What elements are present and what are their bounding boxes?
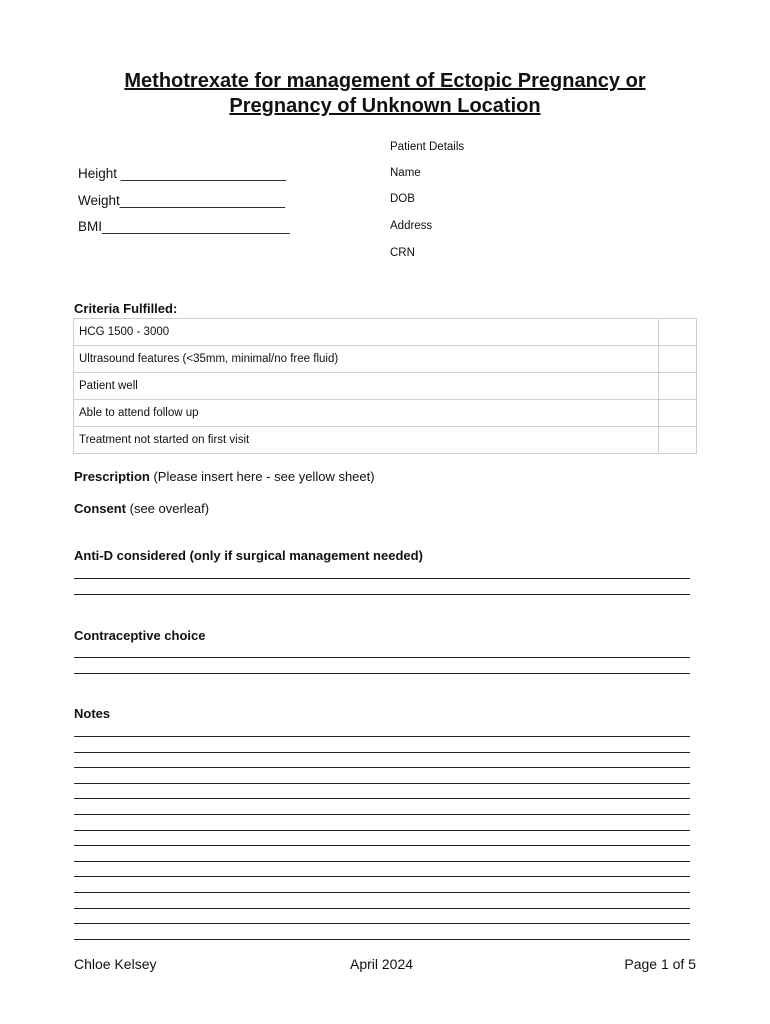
title-line-1: Methotrexate for management of Ectopic Pregnancy or [124,70,646,92]
criteria-table [73,318,697,454]
title-line-2: Pregnancy of Unknown Location [229,95,541,117]
criteria-item: Patient well [74,373,659,400]
criteria-checkbox[interactable] [659,373,697,400]
consent-note: (see overleaf) [126,501,210,516]
criteria-checkbox[interactable] [659,319,697,346]
contraceptive-writing-line[interactable] [74,657,690,658]
criteria-heading: Criteria Fulfilled: [74,301,178,316]
notes-writing-line[interactable] [74,736,690,737]
criteria-item: Ultrasound features (<35mm, minimal/no free fluid) [74,346,659,373]
table-row [74,319,697,346]
patient-details-heading: Patient Details [390,141,465,153]
prescription-label: Prescription [74,469,150,484]
weight-field[interactable]: Weight______________________ [78,193,285,208]
footer-page-number: Page 1 of 5 [624,956,696,972]
notes-writing-line[interactable] [74,814,690,815]
notes-heading: Notes [74,706,111,721]
notes-writing-line[interactable] [74,908,690,909]
criteria-item: Able to attend follow up [74,400,659,427]
notes-writing-line[interactable] [74,752,690,753]
criteria-item: HCG 1500 - 3000 [74,319,659,346]
notes-writing-line[interactable] [74,861,690,862]
criteria-checkbox[interactable] [659,346,697,373]
footer-date: April 2024 [350,956,414,972]
notes-writing-line[interactable] [74,939,690,940]
table-row [74,346,697,373]
criteria-item: Treatment not started on first visit [74,427,659,454]
prescription-note: (Please insert here - see yellow sheet) [149,469,375,484]
contraceptive-writing-line[interactable] [74,673,690,674]
notes-writing-line[interactable] [74,798,690,799]
patient-name-label: Name [390,167,421,179]
prescription-line [74,469,375,484]
bmi-field[interactable]: BMI_________________________ [78,219,290,234]
patient-dob-label: DOB [390,193,415,205]
anti-d-writing-line[interactable] [74,578,690,579]
anti-d-writing-line[interactable] [74,594,690,595]
table-row [74,427,697,454]
criteria-checkbox[interactable] [659,427,697,454]
table-row [74,373,697,400]
table-row [74,400,697,427]
anti-d-heading: Anti-D considered (only if surgical management needed) [74,548,423,563]
contraceptive-heading: Contraceptive choice [74,628,206,643]
notes-writing-line[interactable] [74,767,690,768]
consent-line [74,501,209,516]
footer-author: Chloe Kelsey [74,956,157,972]
criteria-checkbox[interactable] [659,400,697,427]
patient-address-label: Address [390,220,433,232]
document-title [60,69,710,119]
notes-writing-line[interactable] [74,923,690,924]
notes-writing-line[interactable] [74,783,690,784]
height-field[interactable]: Height ______________________ [78,166,286,181]
notes-writing-line[interactable] [74,892,690,893]
consent-label: Consent [74,501,126,516]
notes-writing-line[interactable] [74,845,690,846]
notes-writing-line[interactable] [74,830,690,831]
notes-writing-line[interactable] [74,876,690,877]
patient-crn-label: CRN [390,247,415,259]
